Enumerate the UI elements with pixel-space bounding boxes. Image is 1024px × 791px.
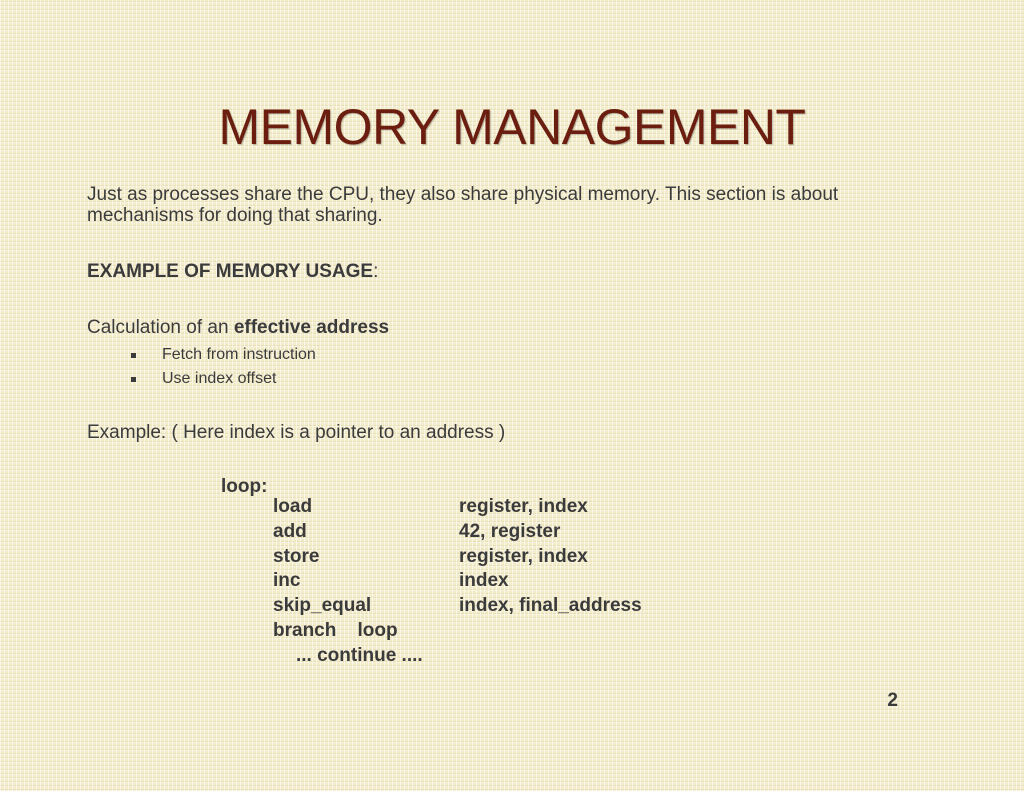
code-op: skip_equal — [273, 595, 372, 617]
list-item — [131, 367, 316, 391]
usage-heading-text: EXAMPLE OF MEMORY USAGE — [87, 261, 374, 282]
bullet-text: Use index offset — [162, 370, 277, 387]
code-op: store — [273, 545, 320, 567]
intro-paragraph: Just as processes share the CPU, they also share physical memory. This section is about mechanisms for doing that sharing. — [87, 184, 839, 226]
code-op: inc — [273, 570, 301, 592]
code-arg: register, index — [459, 496, 588, 517]
code-ops-column — [273, 495, 398, 644]
calc-prefix: Calculation of an — [87, 317, 234, 338]
code-arg: register, index — [459, 545, 588, 567]
code-op: load — [273, 496, 313, 517]
example-line: Example: ( Here index is a pointer to an address ) — [87, 422, 506, 443]
bullet-text: Fetch from instruction — [162, 346, 316, 363]
list-item — [131, 343, 316, 367]
bullet-list — [131, 343, 316, 391]
code-arg: index, final_address — [459, 595, 642, 617]
square-bullet-icon — [131, 377, 136, 382]
calc-bold: effective address — [233, 317, 390, 338]
code-arg: index — [459, 570, 509, 592]
code-args-column — [459, 495, 642, 619]
page-number: 2 — [887, 690, 898, 711]
square-bullet-icon — [131, 353, 136, 358]
code-op: branch loop — [273, 619, 398, 641]
slide-title: MEMORY MANAGEMENT — [218, 99, 806, 155]
code-arg: 42, register — [459, 520, 561, 542]
code-loop-label: loop: — [221, 476, 268, 497]
usage-heading — [87, 261, 927, 282]
code-continue: ... continue .... — [296, 645, 423, 666]
usage-heading-colon: : — [373, 261, 379, 282]
code-op: add — [273, 520, 307, 542]
calc-line — [87, 317, 927, 338]
